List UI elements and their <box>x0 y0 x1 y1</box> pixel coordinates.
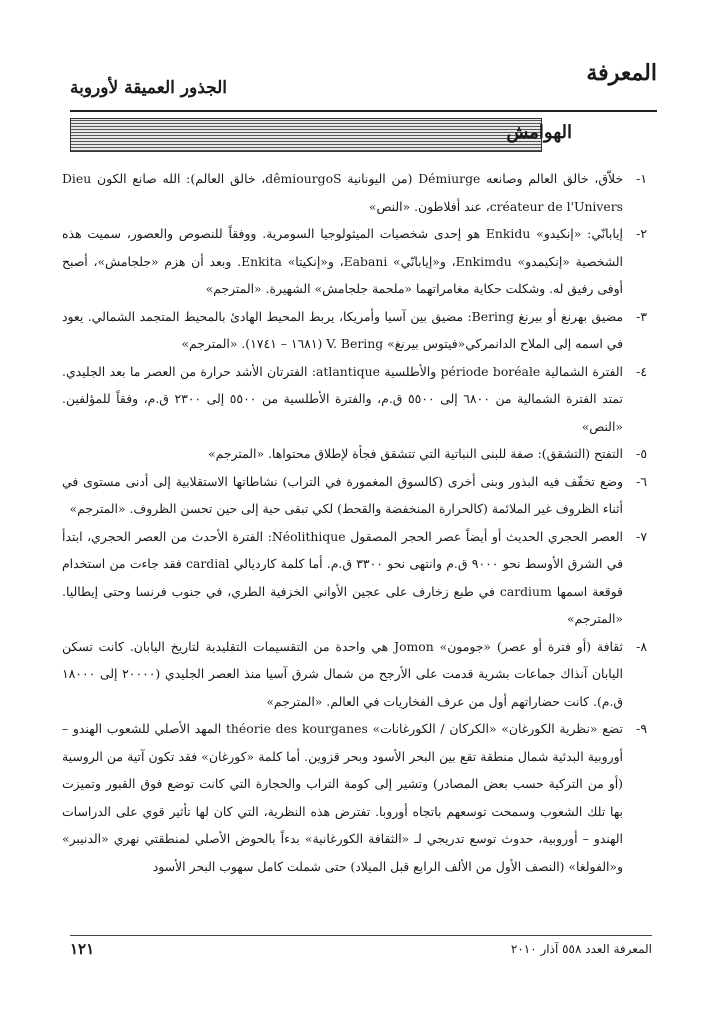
heading-banner <box>70 118 542 152</box>
footnote-number: ٩- <box>636 721 647 736</box>
footnote <box>62 220 647 303</box>
footnote <box>62 523 647 633</box>
section-title: الجذور العميقة لأوروبة <box>70 78 228 98</box>
footnote-text: ثقافة (أو فترة أو عصر) «جومون» Jomon هي واحدة من التقسيمات التقليدية لتاريخ اليابان. كانت تسكن اليابان آنذاك جماعات بشرية قدمت على الأرجح من شمال شرق آسيا منذ العصر الجليدي (٢٠٠٠٠ إلى ١٨٠٠٠ ق.م). كانت حضاراتهم أول من عرف الفخاريات في العالم. «المترجم» <box>62 638 623 709</box>
footnote-number: ٦- <box>636 473 647 489</box>
footnote-number: ٧- <box>636 528 647 544</box>
footnote-text: مضيق بهرنغ أو بيرنغ Bering: مضيق بين آسيا وأمريكا، يربط المحيط الهادئ بالمحيط المتجمد الشمالي. يعود في اسمه إلى الملاح الدانمركي«فيتوس بيرنغ» V. Bering (١٦٨١ – ١٧٤١). «المترجم» <box>62 308 623 351</box>
page-footer <box>70 935 652 962</box>
footnote-text: العصر الحجري الحديث أو أيضاً عصر الحجر المصقول Néolithique: الفترة الأحدث من العصر الحجري، ابتدأ في الشرق الأوسط نحو ٩٠٠٠ ق.م وانتهى نحو ٣٣٠٠ ق.م. أما كلمة كارديالي cardial فقد جاءت من استخدام قوقعة اسمها cardium في طبع زخارف على عجين الأواني الخزفية الطري، في جنوب فرنسا وحتى إيطاليا. «المترجم» <box>62 528 624 626</box>
footnotes <box>62 165 647 880</box>
footnote <box>62 440 647 468</box>
footnote-text: التفتح (التشقق): صفة للبنى النباتية التي تتشقق فجأة لإطلاق محتواها. «المترجم» <box>208 446 623 461</box>
footnote-number: ٤- <box>636 363 647 379</box>
footnote-number: ٢- <box>636 226 647 241</box>
footnote-text: خلاّق، خالق العالم وصانعه Démiurge (من اليونانية dêmiourgoS، خالق العالم): الله صانع الكون Dieu créateur de l'Univers، عند أفلاطون. «النص» <box>62 171 623 214</box>
footnote-number: ٨- <box>636 638 647 654</box>
footnote <box>62 165 647 220</box>
footnote-number: ٥- <box>636 446 647 461</box>
footnote <box>62 468 647 523</box>
footnote <box>62 633 647 716</box>
footnote-text: إيابانّي: «إنكيدو» Enkidu هو إحدى شخصيات الميثولوجيا السومرية. ووفقاً للنصوص والعصور، سميت هذه الشخصية «إنكيمدو» Enkimdu، و«إيابانّي» Eabani، و«إنكيتا» Enkita. وبعد أن هزم «جلجامش»، أصبح أوفى رفيق له. وشكلت حكاية مغامراتهما «ملحمة جلجامش» الشهيرة. «المترجم» <box>62 226 623 296</box>
footnote-number: ٣- <box>636 308 647 324</box>
footnote-number: ١- <box>636 171 647 186</box>
footnote-text: وضع تخفّف فيه البذور وبنى أخرى (كالسوق المغمورة في التراب) نشاطاتها الاستقلابية إلى أدنى مستوى في أثناء الظروف غير الملائمة (كالحرارة المنخفضة والقحط) لكي تبقى حية إلى حين تحسن الظروف. «المترجم» <box>62 473 623 516</box>
footnote <box>62 303 647 358</box>
header-rule <box>70 110 657 112</box>
page-number: ١٢١ <box>70 940 95 958</box>
masthead <box>70 60 657 120</box>
footnote-text: الفترة الشمالية période boréale والأطلسية atlantique: الفترتان الأشد حرارة من العصر ما بعد الجليدي. تمتد الفترة الشمالية من ٦٨٠٠ إلى ٥٥٠٠ ق.م، والفترة الأطلسية من ٥٥٠٠ إلى ٢٣٠٠ ق.م، وفقاً للمؤلفين. «النص» <box>62 363 623 434</box>
publication-info: المعرفة العدد ٥٥٨ آذار ٢٠١٠ <box>510 942 652 956</box>
notes-heading: الهوامش <box>506 122 572 143</box>
footnote <box>62 715 647 880</box>
footnote-text: تضع «نظرية الكورغان» «الكركان / الكورغانات» théorie des kourganes المهد الأصلي للشعوب الهندو – أوروبية البدئية شمال منطقة تقع بين البحر الأسود وبحر قزوين. أما كلمة «كورغان» فقد تكون آتية من الروسية (أو من التركية حسب بعض المصادر) وتشير إلى كومة التراب والحجارة التي كانت توضع فوق القبور وتميزت بها تلك الشعوب وسمحت توسعهم باتجاه أوروبا. تفترض هذه النظرية، التي كان لها تأثير قوي على الدراسات الهندو – أوروبية، حدوث توسع تدريجي لـ «الثقافة الكورغانية» بدءاً بالحوض الأصلي لمنطقتي نهري «الدنيبر» و«الفولغا» (النصف الأول من الألف الرابع قبل الميلاد) حتى شملت كامل سهوب البحر الأسود <box>62 721 623 874</box>
magazine-logo: المعرفة <box>586 60 657 86</box>
footnote <box>62 358 647 441</box>
